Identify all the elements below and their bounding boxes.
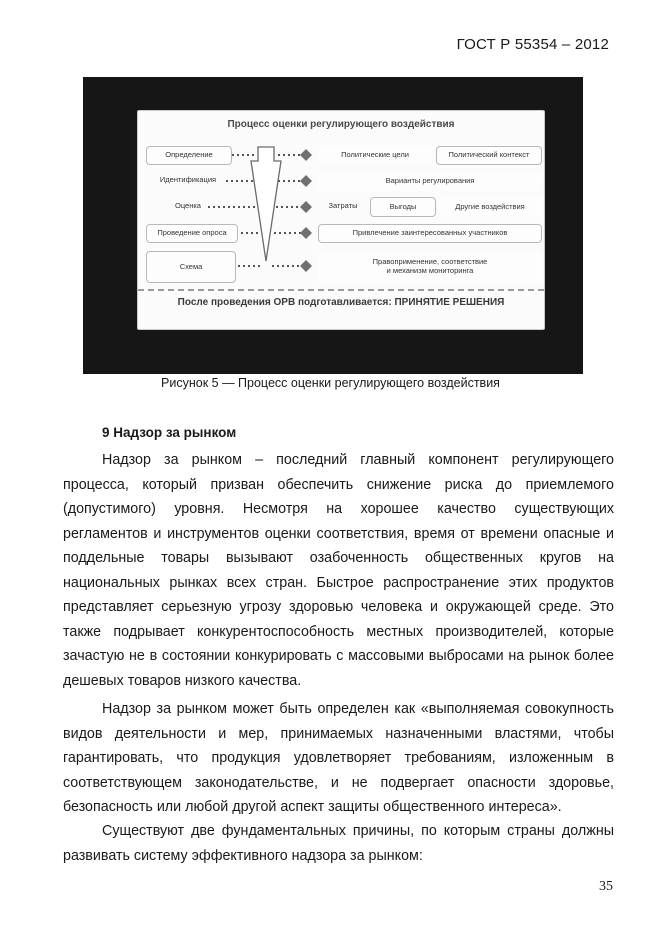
- step-assessment: Оценка: [175, 201, 201, 210]
- enforcement-monitoring: Правоприменение, соответствие и механизм мониторинга: [318, 251, 542, 283]
- other-effects: Другие воздействия: [438, 197, 542, 217]
- divider-dashed: [138, 289, 544, 291]
- benefits: Выгоды: [370, 197, 436, 217]
- process-arrow: [251, 147, 281, 261]
- step-identification: Идентификация: [159, 175, 217, 184]
- political-context: Политический контекст: [436, 146, 542, 165]
- step-consultation: Проведение опроса: [146, 224, 238, 243]
- standard-code-header: ГОСТ Р 55354 – 2012: [456, 36, 609, 53]
- paragraph-2: Надзор за рынком может быть определен как «выполняемая совокупность видов деятельности и мер, принимаемых назначенными властями, чтобы гарантировать, что продукция удовлетворяет требованиям, изложенным в соответствующем законодательстве, и не подвергает опасности здоровье, безопасность или любой другой аспект защиты общественного интереса».: [63, 701, 614, 815]
- step-definition: Определение: [146, 146, 232, 165]
- political-goals: Политические цели: [318, 146, 432, 165]
- figure-caption: Рисунок 5 — Процесс оценки регулирующего воздействия: [161, 376, 500, 390]
- paragraph-1: Надзор за рынком – последний главный компонент регулирующего процесса, который призван обеспечить снижение риска до приемлемого (допустимого) уровня. Несмотря на хорошее качество существующих регламентов и инструментов оценки соответствия, время от времени опасные и поддельные товары вызывают озабоченность общественных кругов на национальных рынках всех стран. Быстрое распространение этих продуктов представляет серьезную угрозу здоровью человека и окружающей среде. Это также подрывает конкурентоспособность местных производителей, которые зачастую не в состоянии конкурировать с массовыми выбросами на рынок более дешевых товаров низкого качества.: [63, 452, 614, 689]
- step-scheme: Схема: [146, 251, 236, 283]
- page-number: 35: [599, 879, 613, 894]
- stakeholder-engagement: Привлечение заинтересованных участников: [318, 224, 542, 243]
- figure-regulatory-impact-assessment: [83, 77, 583, 374]
- diagram-panel: [137, 110, 545, 330]
- costs: Затраты: [328, 201, 358, 210]
- paragraph-3: Существуют две фундаментальных причины, по которым страны должны развивать систему эффективного надзора за рынком:: [63, 823, 614, 864]
- diagram-title: Процесс оценки регулирующего воздействия: [227, 119, 455, 130]
- decision-banner: После проведения ОРВ подготавливается: ПРИНЯТИЕ РЕШЕНИЯ: [177, 297, 505, 308]
- regulation-options: Варианты регулирования: [318, 172, 542, 191]
- section-heading: 9 Надзор за рынком: [102, 425, 237, 440]
